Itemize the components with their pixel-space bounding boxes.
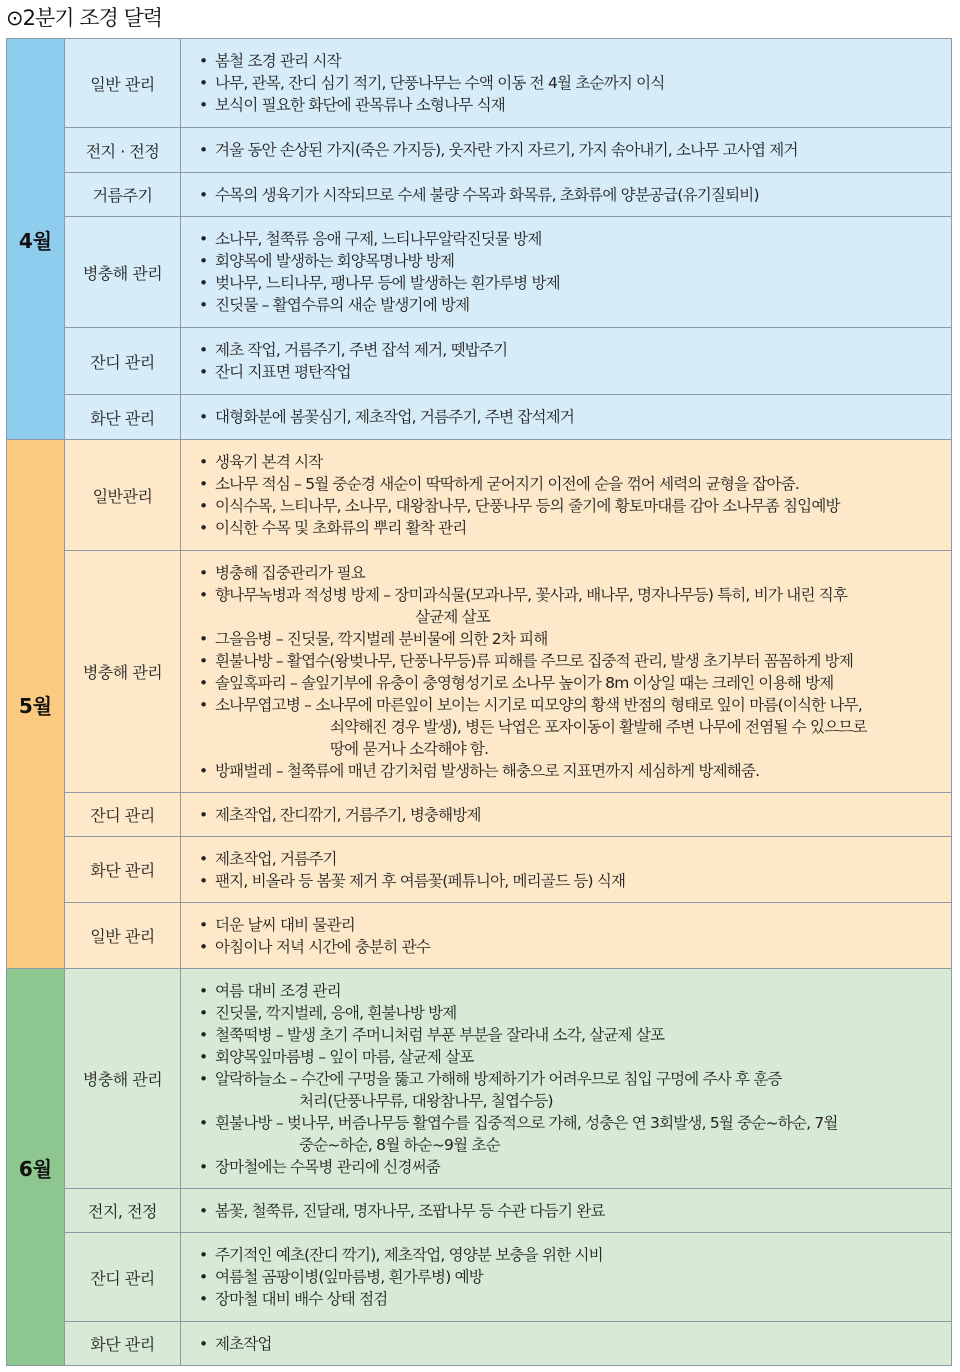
task-cell <box>181 328 952 395</box>
table-row <box>7 173 952 217</box>
month-april: 4월 <box>7 39 65 440</box>
list-item: • 나무, 관목, 잔디 심기 적기, 단풍나무는 수액 이동 전 4월 초순까지 이식 <box>197 72 931 94</box>
list-item: • 이식한 수목 및 초화류의 뿌리 활착 관리 <box>197 517 931 539</box>
category-label: 전지 · 전정 <box>65 128 181 173</box>
category-label: 거름주기 <box>65 173 181 217</box>
month-may: 5월 <box>7 440 65 969</box>
list-item: • 진딧물 – 활엽수류의 새순 발생기에 방제 <box>197 294 931 316</box>
list-item <box>197 694 931 760</box>
list-item: • 장마철 대비 배수 상태 점검 <box>197 1288 931 1310</box>
task-cell <box>181 837 952 903</box>
list-item <box>197 980 931 1002</box>
list-item <box>197 1002 931 1024</box>
task-cell <box>181 173 952 217</box>
table-row <box>7 39 952 128</box>
list-item-continuation: 중순~하순, 8월 하순~9월 초순 <box>299 1135 500 1154</box>
list-item-text: 여름 대비 조경 관리 <box>215 981 341 1000</box>
table-row <box>7 551 952 793</box>
list-item: • 제초작업 <box>197 1333 931 1355</box>
list-item-text: 흰불나방 – 벚나무, 버즘나무등 활엽수를 집중적으로 가해, 성충은 연 3회발생, 5월 중순~하순, 7월 <box>215 1113 838 1132</box>
task-cell <box>181 793 952 837</box>
table-row <box>7 969 952 1189</box>
list-item: • 보식이 필요한 화단에 관목류나 소형나무 식재 <box>197 94 931 116</box>
table-row <box>7 440 952 551</box>
category-label: 잔디 관리 <box>65 793 181 837</box>
list-item: • 제초작업, 거름주기 <box>197 848 931 870</box>
list-item-continuation: 살균제 살포 <box>415 607 490 626</box>
category-label: 화단 관리 <box>65 1322 181 1366</box>
table-row <box>7 837 952 903</box>
task-cell <box>181 551 952 793</box>
list-item: • 봄꽃, 철쭉류, 진달래, 명자나무, 조팝나무 등 수관 다듬기 완료 <box>197 1200 931 1222</box>
table-row <box>7 217 952 328</box>
category-label: 잔디 관리 <box>65 328 181 395</box>
list-item <box>197 650 931 672</box>
list-item: • 생육기 본격 시작 <box>197 451 931 473</box>
table-row <box>7 395 952 440</box>
month-june: 6월 <box>7 969 65 1366</box>
list-item-text: 그을음병 – 진딧물, 깍지벌레 분비물에 의한 2차 피해 <box>215 629 548 648</box>
task-cell <box>181 1233 952 1322</box>
landscape-calendar-table <box>6 38 952 1366</box>
list-item: • 제초 작업, 거름주기, 주변 잡석 제거, 뗏밥주기 <box>197 339 931 361</box>
list-item <box>197 628 931 650</box>
category-label: 잔디 관리 <box>65 1233 181 1322</box>
list-item-text: 방패벌레 – 철쭉류에 매년 감기처럼 발생하는 해충으로 지표면까지 세심하게 방제해줌. <box>215 761 760 780</box>
category-label: 병충해 관리 <box>65 217 181 328</box>
list-item <box>197 1156 931 1178</box>
list-item: • 더운 날씨 대비 물관리 <box>197 914 931 936</box>
list-item-text: 장마철에는 수목병 관리에 신경써줌 <box>215 1157 440 1176</box>
list-item: • 수목의 생육기가 시작되므로 수세 불량 수목과 화목류, 초화류에 양분공급(유기질퇴비) <box>197 184 931 206</box>
list-item: • 아침이나 저녁 시간에 충분히 관수 <box>197 936 931 958</box>
list-item-continuation: 처리(단풍나무류, 대왕참나무, 칠엽수등) <box>299 1091 553 1110</box>
list-item-continuation: 땅에 묻거나 소각해야 함. <box>330 739 489 758</box>
list-item <box>197 760 931 782</box>
list-item-text: 알락하늘소 – 수간에 구멍을 뚫고 가해해 방제하기가 어려우므로 침입 구멍에 주사 후 훈증 <box>215 1069 782 1088</box>
task-cell <box>181 217 952 328</box>
list-item: • 여름철 곰팡이병(잎마름병, 흰가루병) 예방 <box>197 1266 931 1288</box>
table-row <box>7 1189 952 1233</box>
list-item-text: 솔잎혹파리 – 솔잎기부에 유충이 충영형성기로 소나무 높이가 8m 이상일 때는 크레인 이용해 방제 <box>215 673 834 692</box>
list-item-text: 철쭉떡병 – 발생 초기 주머니처럼 부푼 부분을 잘라내 소각, 살균제 살포 <box>215 1025 665 1044</box>
list-item-text: 소나무엽고병 – 소나무에 마른잎이 보이는 시기로 띠모양의 황색 반점의 형태로 잎이 마름(이식한 나무, <box>215 695 862 714</box>
task-cell <box>181 395 952 440</box>
category-label: 화단 관리 <box>65 395 181 440</box>
category-label: 화단 관리 <box>65 837 181 903</box>
task-cell <box>181 969 952 1189</box>
list-item: • 봄철 조경 관리 시작 <box>197 50 931 72</box>
category-label: 병충해 관리 <box>65 551 181 793</box>
list-item <box>197 1024 931 1046</box>
category-label: 전지, 전정 <box>65 1189 181 1233</box>
list-item-text: 흰불나방 – 활엽수(왕벚나무, 단풍나무등)류 피해를 주므로 집중적 관리, 발생 초기부터 꼼꼼하게 방제 <box>215 651 854 670</box>
list-item-text: 회양목잎마름병 – 잎이 마름, 살균제 살포 <box>215 1047 474 1066</box>
list-item <box>197 1112 931 1156</box>
table-row <box>7 793 952 837</box>
task-cell <box>181 1189 952 1233</box>
task-cell <box>181 128 952 173</box>
list-item-text: 향나무녹병과 적성병 방제 – 장미과식물(모과나무, 꽃사과, 배나무, 명자나무등) 특히, 비가 내린 직후 <box>215 585 848 604</box>
list-item: • 벚나무, 느티나무, 팽나무 등에 발생하는 흰가루병 방제 <box>197 272 931 294</box>
page-title: ⊙2분기 조경 달력 <box>6 6 163 30</box>
list-item: • 팬지, 비올라 등 봄꽃 제거 후 여름꽃(페튜니아, 메리골드 등) 식재 <box>197 870 931 892</box>
task-cell <box>181 440 952 551</box>
list-item-text: 병충해 집중관리가 필요 <box>215 563 365 582</box>
list-item <box>197 1068 931 1112</box>
list-item: • 소나무 적심 – 5월 중순경 새순이 딱딱하게 굳어지기 이전에 순을 꺾어 세력의 균형을 잡아줌. <box>197 473 931 495</box>
category-label: 병충해 관리 <box>65 969 181 1189</box>
list-item: • 주기적인 예초(잔디 깍기), 제초작업, 영양분 보충을 위한 시비 <box>197 1244 931 1266</box>
list-item <box>197 584 931 628</box>
list-item-continuation: 쇠약해진 경우 발생), 병든 낙엽은 포자이동이 활발해 주변 나무에 전염될 수 있으므로 <box>330 717 867 736</box>
list-item <box>197 562 931 584</box>
category-label: 일반 관리 <box>65 903 181 969</box>
table-row <box>7 903 952 969</box>
list-item: • 대형화분에 봄꽃심기, 제초작업, 거름주기, 주변 잡석제거 <box>197 406 931 428</box>
task-cell <box>181 39 952 128</box>
list-item <box>197 672 931 694</box>
list-item: • 겨울 동안 손상된 가지(죽은 가지등), 웃자란 가지 자르기, 가지 솎아내기, 소나무 고사엽 제거 <box>197 139 931 161</box>
table-row <box>7 1233 952 1322</box>
task-cell <box>181 903 952 969</box>
category-label: 일반관리 <box>65 440 181 551</box>
list-item: • 회양목에 발생하는 회양목명나방 방제 <box>197 250 931 272</box>
task-cell <box>181 1322 952 1366</box>
list-item: • 소나무, 철쭉류 응애 구제, 느티나무알락진딧물 방제 <box>197 228 931 250</box>
table-row <box>7 128 952 173</box>
list-item <box>197 1046 931 1068</box>
list-item: • 이식수목, 느티나무, 소나무, 대왕참나무, 단풍나무 등의 줄기에 황토마대를 감아 소나무좀 침입예방 <box>197 495 931 517</box>
category-label: 일반 관리 <box>65 39 181 128</box>
list-item: • 제초작업, 잔디깎기, 거름주기, 병충해방제 <box>197 804 931 826</box>
list-item: • 잔디 지표면 평탄작업 <box>197 361 931 383</box>
list-item-text: 진딧물, 깍지벌레, 응애, 흰불나방 방제 <box>215 1003 457 1022</box>
table-row <box>7 1322 952 1366</box>
table-row <box>7 328 952 395</box>
